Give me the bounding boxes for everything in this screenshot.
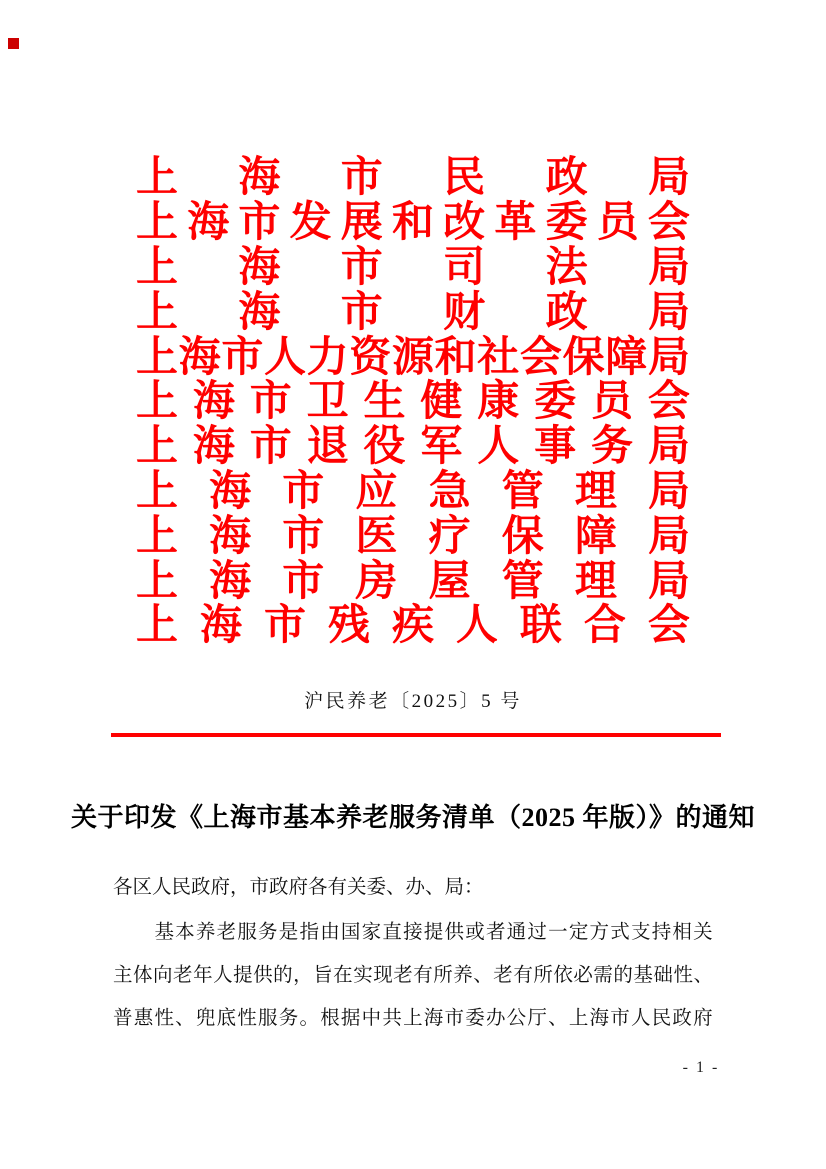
paragraph-line: 主 体 向 老 年 人 提 供 的 ， 旨 在 实 现 老 有 所 养 、 老 有 所 依 必 需 的 基 础 性 、 bbox=[113, 964, 713, 986]
red-divider-line bbox=[111, 733, 721, 737]
agency-name-line: 上 海 市 司 法 局 bbox=[136, 245, 690, 291]
red-corner-mark bbox=[8, 38, 19, 49]
agency-name-line: 上 海 市 人 力 资 源 和 社 会 保 障 局 bbox=[136, 334, 690, 381]
document-number: 沪民养老〔2025〕5 号 bbox=[304, 691, 522, 712]
agency-name-line: 上 海 市 发 展 和 改 革 委 员 会 bbox=[136, 200, 690, 247]
agency-name-line: 上 海 市 财 政 局 bbox=[136, 289, 690, 336]
agency-name-line: 上 海 市 医 疗 保 障 局 bbox=[136, 513, 690, 560]
agency-name-line: 上 海 市 应 急 管 理 局 bbox=[136, 468, 690, 515]
paragraph-line: 基 本 养 老 服 务 是 指 由 国 家 直 接 提 供 或 者 通 过 一 定 方 式 支 持 相 关 bbox=[154, 921, 713, 943]
salutation-line: 各区人民政府，市政府各有关委、办、局： bbox=[113, 877, 484, 898]
agency-name-line: 上 海 市 卫 生 健 康 委 员 会 bbox=[136, 379, 690, 426]
agency-name-line: 上 海 市 民 政 局 bbox=[136, 155, 690, 202]
agency-name-line: 上 海 市 房 屋 管 理 局 bbox=[136, 558, 690, 605]
agency-name-line: 上 海 市 残 疾 人 联 合 会 bbox=[136, 603, 690, 650]
page-number: - 1 - bbox=[682, 1059, 720, 1076]
paragraph-line: 普 惠 性 、 兜 底 性 服 务 。 根 据 中 共 上 海 市 委 办 公 厅 、 上 海 市 人 民 政 府 bbox=[113, 1007, 713, 1029]
agency-name-line: 上 海 市 退 役 军 人 事 务 局 bbox=[136, 424, 690, 471]
document-title: 关于印发《上海市基本养老服务清单（2025 年版）》的通知 bbox=[70, 803, 755, 832]
body-paragraph bbox=[113, 908, 713, 1037]
issuing-agencies-header bbox=[136, 152, 690, 650]
